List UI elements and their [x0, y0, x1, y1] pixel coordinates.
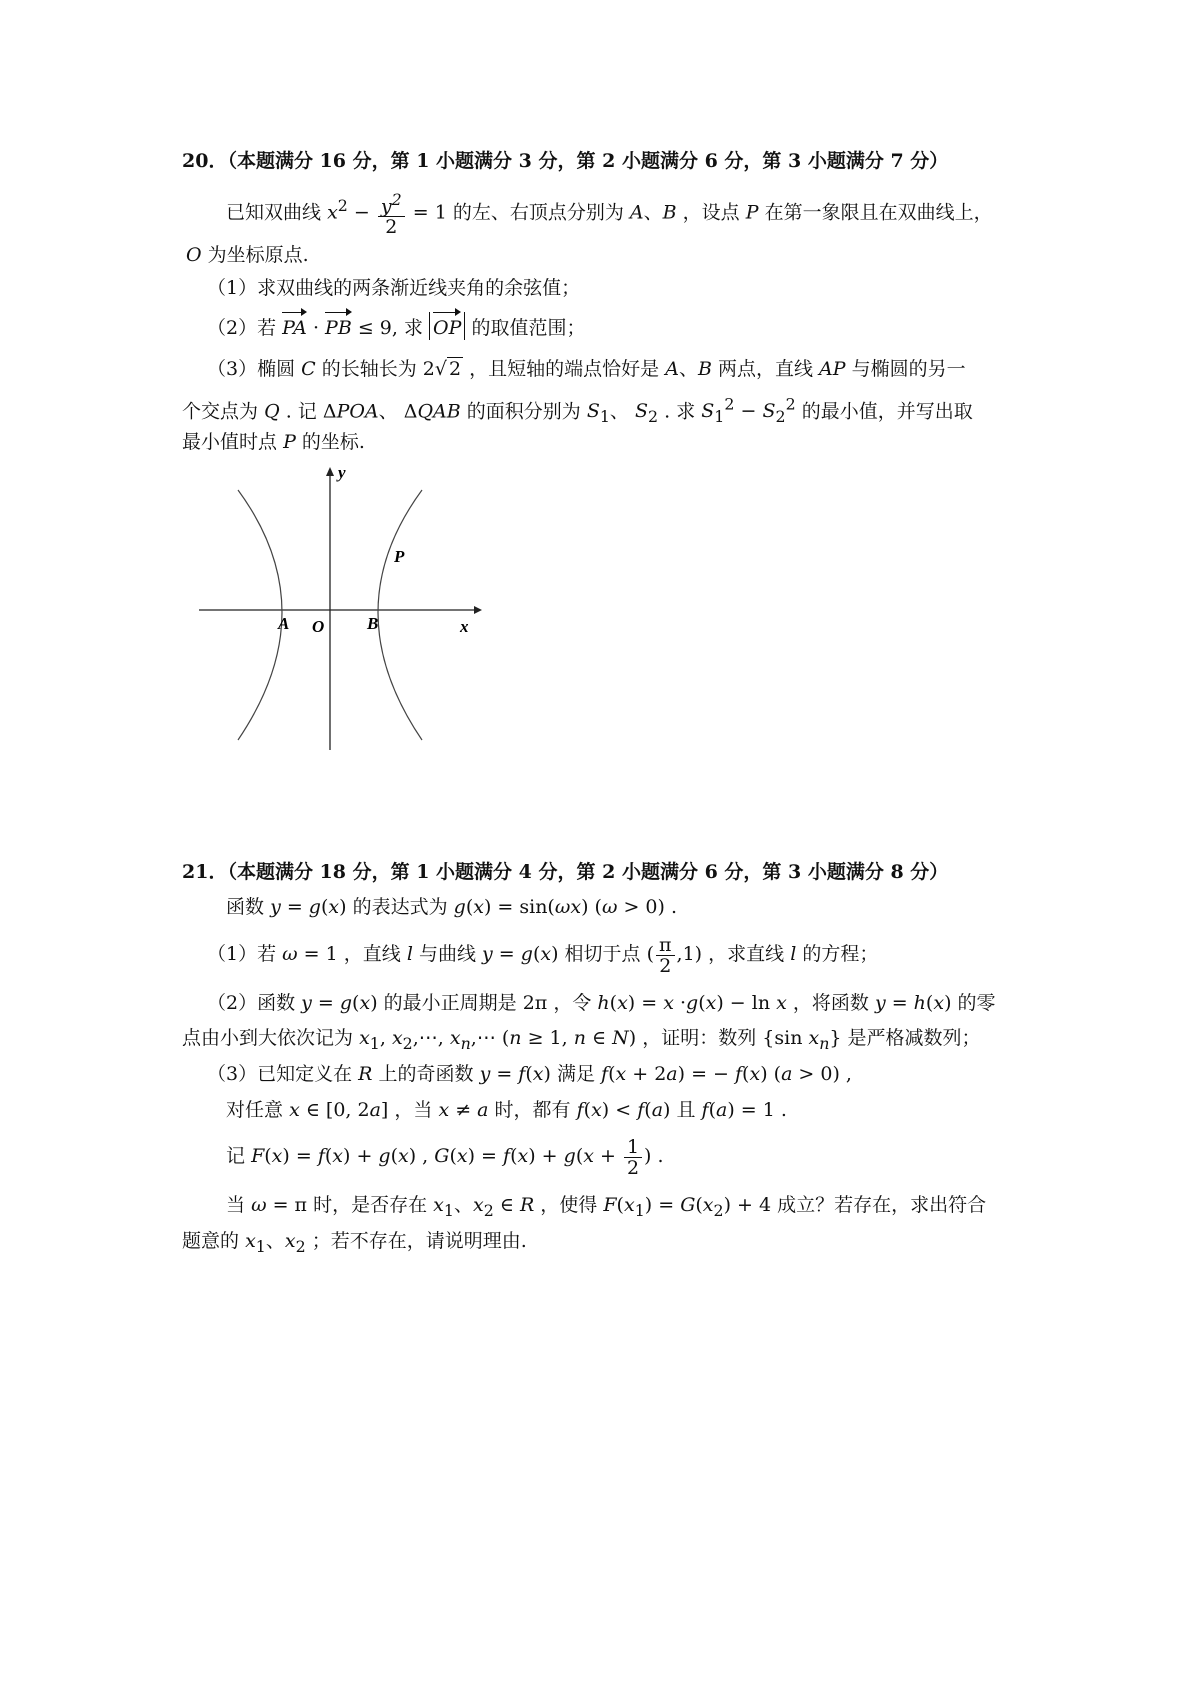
q20-part1: （1）求双曲线的两条渐近线夹角的余弦值；	[207, 277, 581, 299]
q21-p1-f: 的方程；	[802, 943, 879, 965]
q20-header: 20．（本题满分 16 分，第 1 小题满分 3 分，第 2 小题满分 6 分，第 3 小题满分 7 分）	[182, 150, 949, 172]
q21-p3-g: 且	[676, 1099, 696, 1121]
math-O: O	[186, 244, 202, 266]
math-sin-xn: {sin $x_n$}	[762, 1027, 842, 1053]
math-POA: ΔPOA	[322, 400, 379, 423]
q21-part3-line5	[182, 1229, 527, 1259]
label-y: y	[338, 463, 346, 482]
q21-part3-line2	[226, 1098, 787, 1122]
label-B: B	[367, 614, 379, 633]
math-le9: ≤ 9,	[357, 317, 398, 339]
q20-p3-i: . 求	[664, 400, 696, 423]
math-C: C	[301, 358, 316, 380]
q21-p3-k: ，使得	[540, 1194, 598, 1216]
math-sup: 2	[337, 196, 348, 215]
q21-part3-line4	[226, 1193, 986, 1223]
q20-intro-c: ，设点	[682, 201, 740, 224]
math-Fx: F(x) = f(x) + g(x) ,	[251, 1145, 429, 1167]
q21-part3-line3	[226, 1134, 664, 1178]
label-A: A	[278, 614, 290, 633]
math-B2: B	[697, 358, 712, 380]
hyperbola-left-branch	[238, 490, 282, 740]
q21-p1-b: ，直线	[343, 943, 401, 965]
math-2sqrt2: 2√ 2	[422, 358, 462, 380]
q21-p2-a: （2）函数	[207, 992, 296, 1014]
hyperbola-figure	[196, 462, 486, 756]
math-omega-1: ω = 1	[282, 943, 338, 965]
q21-part1	[207, 932, 878, 976]
q20-p3-g: . 记	[285, 400, 317, 423]
q21-part2-line1	[207, 991, 996, 1015]
math-x-interval: x ∈ [0, 2a]	[289, 1099, 389, 1121]
q21-p3-n: ；若不存在，请说明理由.	[311, 1230, 527, 1252]
label-O: O	[312, 617, 325, 636]
y-axis-arrow	[326, 467, 334, 476]
vector-OP: OP	[433, 312, 461, 340]
q21-p3-f: 时，都有	[494, 1099, 571, 1121]
q20-p3-e: 与椭圆的另一	[851, 358, 966, 380]
math-fa-eq-1: f(a) = 1 .	[701, 1099, 787, 1121]
math-frac-y2-over-2	[378, 190, 405, 237]
q20-p2-c: 的取值范围；	[471, 317, 586, 339]
q21-p1-e: ，求直线	[708, 943, 785, 965]
q21-p2-b: 的最小正周期是	[383, 992, 517, 1014]
math-l: l	[406, 943, 413, 965]
frac-num-pi: π	[656, 935, 675, 956]
math-A2: A	[665, 358, 679, 380]
x-axis-arrow	[474, 606, 482, 614]
math-frac-1-2	[624, 1137, 642, 1178]
q21-p2-g: ，证明：数列	[642, 1027, 757, 1049]
frac-num-1: 1	[624, 1137, 642, 1158]
q20-p3-f: 个交点为	[182, 400, 259, 423]
q21-p2-e: 的零	[957, 992, 996, 1014]
q21-p3-j: 时，是否存在	[313, 1194, 428, 1216]
q20-p3-k: 最小值时点	[182, 431, 278, 453]
q20-part3-line1: （3）椭圆 C 的长轴长为 2√ 2 ，且短轴的端点恰好是 A、B 两点，直线 AP 与椭圆的另一	[207, 358, 966, 380]
q20-intro-line1: 已知双曲线 $x^2$ − $\frac{y^2}{2}$ = 1 的左、右顶点分别为 A、B ，设点 P 在第一象限且在双曲线上，	[226, 189, 993, 238]
math-eq1: = 1	[412, 201, 447, 224]
math-x1-x2-in-R: $x_1$、$x_2$ ∈ R	[433, 1194, 535, 1220]
q20-p3-d: 两点，直线	[717, 358, 813, 380]
math-l2: l	[790, 943, 797, 965]
q20-intro-b: 的左、右顶点分别为	[452, 201, 624, 224]
q21-p2-h: 是严格减数列；	[847, 1027, 981, 1049]
hyperbola-right-branch	[378, 490, 422, 740]
q21-p3-d: 对任意	[226, 1099, 284, 1121]
q20-p3-l: 的坐标.	[301, 431, 365, 453]
q21-p3-l: 成立？若存在，求出符合	[777, 1194, 987, 1216]
q21-p2-c: ，令	[553, 992, 592, 1014]
math-x: x	[327, 201, 338, 224]
math-x1-x2: $x_1$、$x_2$	[245, 1230, 306, 1256]
q21-p3-i: 当	[226, 1194, 246, 1216]
math-F-eq-G: $F(x_1) = G(x_2) + 4$	[603, 1194, 772, 1220]
math-y-eq-hx: y = h(x)	[874, 992, 952, 1014]
math-y-eq-gx-2: y = g(x)	[482, 943, 559, 965]
vector-PA: PA	[282, 312, 307, 340]
q21-part2-line2	[182, 1026, 981, 1056]
q20-p2-b: 求	[403, 317, 423, 339]
math-Gx: G(x) = f(x) + g(x + $\frac{1}{2}$ ) .	[434, 1135, 664, 1179]
math-x-ne-a: x ≠ a	[438, 1099, 489, 1121]
q21-p3-m: 题意的	[182, 1230, 240, 1252]
math-S2: $S_2$	[634, 400, 659, 427]
q21-p1-c: 与曲线	[418, 943, 476, 965]
math-dot: ·	[312, 317, 319, 339]
frac-num: $y^2$	[378, 190, 405, 217]
math-B: B	[662, 201, 677, 224]
q20-intro-line2	[186, 243, 309, 267]
math-y-eq-fx: y = f(x)	[479, 1063, 551, 1085]
math-2pi: 2π	[522, 992, 548, 1014]
abs-OP	[429, 312, 465, 340]
q21-p3-c: 满足	[556, 1063, 595, 1085]
math-R: R	[358, 1063, 373, 1085]
math-point: ( $\frac{\pi}{2}$ ,1)	[646, 933, 703, 977]
q20-p3-j: 的最小值，并写出取	[801, 400, 973, 423]
q21-header: 21．（本题满分 18 分，第 1 小题满分 4 分，第 2 小题满分 6 分，第 3 小题满分 8 分）	[182, 861, 949, 883]
math-y-eq-gx-3: y = g(x)	[301, 992, 378, 1014]
math-P: P	[745, 201, 759, 224]
label-P: P	[394, 547, 405, 566]
frac-den-2: 2	[659, 954, 672, 977]
q20-p3-c: ，且短轴的端点恰好是	[469, 358, 660, 380]
math-f-condition: f(x + 2a) = − f(x) (a > 0) ,	[601, 1063, 852, 1085]
q21-part3-line1	[207, 1062, 852, 1086]
math-sequence: $x_1$, $x_2,\cdots$, $x_n,\cdots$ (n ≥ 1, n ∈ N)	[359, 1027, 637, 1053]
math-P2: P	[283, 431, 296, 453]
q21-p3-e: ，当	[394, 1099, 433, 1121]
math-S1: $S_1$	[586, 400, 610, 427]
q20-p2-a: （2）若	[207, 317, 277, 339]
q21-intro-a: 函数	[226, 896, 265, 918]
q21-intro	[226, 895, 677, 919]
math-y-eq-gx: y = g(x)	[270, 896, 347, 918]
math-hx: h(x) = x ·g(x) − ln x	[597, 992, 787, 1014]
q21-p3-a: （3）已知定义在	[207, 1063, 353, 1085]
math-gx-sin: g(x) = sin(ωx) (ω > 0) .	[453, 896, 678, 918]
hyperbola-svg	[196, 462, 486, 752]
math-frac-pi-2	[656, 935, 675, 976]
frac-den-2b: 2	[626, 1156, 640, 1179]
math-QAB: ΔQAB	[403, 400, 461, 423]
math-Q: Q	[264, 400, 280, 423]
q20-part3-line3	[182, 430, 365, 454]
q20-part3-line2: 个交点为 Q . 记 ΔPOA、 ΔQAB 的面积分别为 $S_1$、 $S_2$ . 求 $S_1^2 - S_2^2$ 的最小值，并写出取	[182, 395, 973, 427]
vector-PB: PB	[325, 312, 352, 340]
q20-part2	[207, 312, 585, 340]
q20-p3-a: （3）椭圆	[207, 358, 296, 380]
frac-den: 2	[385, 215, 398, 238]
q21-p1-a: （1）若	[207, 943, 277, 965]
math-S1sq-S2sq: $S_1^2 - S_2^2$	[701, 395, 796, 427]
math-minus: −	[353, 201, 370, 224]
q20-intro-a: 已知双曲线	[226, 201, 322, 224]
label-x: x	[460, 617, 469, 636]
q20-p3-b: 的长轴长为	[321, 358, 417, 380]
q20-intro-e: 为坐标原点.	[207, 244, 309, 266]
q21-p1-d: 相切于点	[564, 943, 641, 965]
math-A: A	[629, 201, 644, 224]
q21-p2-d: ，将函数	[792, 992, 869, 1014]
q21-intro-b: 的表达式为	[352, 896, 448, 918]
math-fx-lt-fa: f(x) < f(a)	[576, 1099, 671, 1121]
q21-p3-h: 记	[226, 1145, 246, 1167]
math-AP: AP	[819, 358, 846, 380]
q20-intro-d: 在第一象限且在双曲线上，	[764, 201, 993, 224]
q21-p2-f: 点由小到大依次记为	[182, 1027, 354, 1049]
math-omega-pi: ω = π	[251, 1194, 308, 1216]
q20-p3-h: 的面积分别为	[466, 400, 581, 423]
q21-p3-b: 上的奇函数	[378, 1063, 474, 1085]
